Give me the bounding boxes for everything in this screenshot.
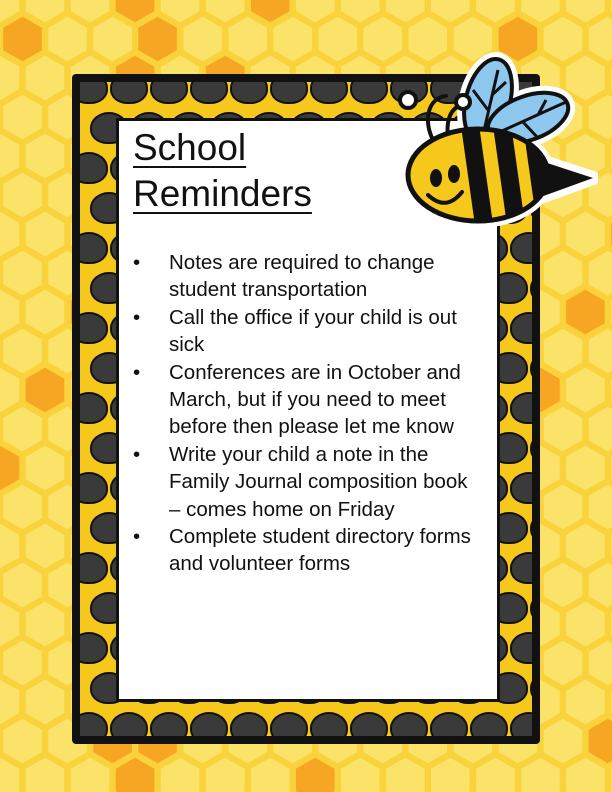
list-item: • Conferences are in October and March, but if you need to meet before then please let me know bbox=[133, 359, 483, 441]
honeycomb-cell bbox=[92, 15, 134, 63]
frame-dot bbox=[80, 82, 108, 104]
honeycomb-cell bbox=[2, 93, 44, 141]
frame-dot bbox=[80, 152, 108, 184]
honeycomb-cell bbox=[2, 561, 44, 609]
honeycomb-cell bbox=[565, 522, 607, 570]
frame-dot bbox=[510, 632, 532, 664]
honeycomb-cell bbox=[182, 15, 224, 63]
honeycomb-cell bbox=[2, 15, 44, 63]
frame-dot bbox=[530, 672, 532, 704]
honeycomb-cell bbox=[565, 288, 607, 336]
frame-dot bbox=[470, 712, 508, 736]
frame-dot bbox=[190, 712, 228, 736]
frame-dot bbox=[110, 82, 148, 104]
honeycomb-cell bbox=[24, 54, 66, 102]
frame-dot bbox=[270, 82, 308, 104]
title-line-1: School bbox=[133, 127, 247, 168]
frame-dot bbox=[150, 82, 188, 104]
honeycomb-cell bbox=[24, 288, 66, 336]
honeycomb-cell bbox=[24, 678, 66, 726]
frame-dot bbox=[530, 512, 532, 544]
honeycomb-cell bbox=[317, 15, 359, 63]
frame-dot bbox=[510, 392, 532, 424]
honeycomb-cell bbox=[2, 639, 44, 687]
honeycomb-cell bbox=[565, 444, 607, 492]
bee-illustration bbox=[388, 40, 598, 230]
list-item: • Write your child a note in the Family Journal composition book – comes home on Friday bbox=[133, 441, 483, 523]
frame-dot bbox=[430, 712, 468, 736]
frame-dot bbox=[230, 82, 268, 104]
honeycomb-cell bbox=[542, 249, 584, 297]
honeycomb-cell bbox=[272, 15, 314, 63]
honeycomb-cell bbox=[542, 483, 584, 531]
list-item: • Complete student directory forms and volunteer forms bbox=[133, 523, 483, 578]
honeycomb-cell bbox=[2, 483, 44, 531]
frame-dot bbox=[530, 272, 532, 304]
honeycomb-cell bbox=[24, 210, 66, 258]
frame-dot bbox=[510, 712, 532, 736]
honeycomb-cell bbox=[565, 600, 607, 648]
frame-dot bbox=[530, 432, 532, 464]
frame-dot bbox=[510, 552, 532, 584]
frame-dot bbox=[510, 312, 532, 344]
honeycomb-cell bbox=[542, 561, 584, 609]
honeycomb-cell bbox=[542, 327, 584, 375]
frame-dot bbox=[80, 552, 108, 584]
honeycomb-cell bbox=[137, 15, 179, 63]
frame-dot bbox=[530, 592, 532, 624]
honeycomb-cell bbox=[227, 15, 269, 63]
honeycomb-cell bbox=[24, 132, 66, 180]
frame-dot bbox=[80, 712, 108, 736]
honeycomb-cell bbox=[2, 171, 44, 219]
honeycomb-cell bbox=[47, 15, 89, 63]
page-title bbox=[133, 125, 312, 217]
frame-dot bbox=[350, 712, 388, 736]
frame-dot bbox=[230, 712, 268, 736]
frame-dot bbox=[80, 472, 108, 504]
list-item: • Call the office if your child is out sick bbox=[133, 304, 483, 359]
list-item: • Notes are required to change student transportation bbox=[133, 249, 483, 304]
honeycomb-cell bbox=[2, 249, 44, 297]
honeycomb-cell bbox=[2, 717, 44, 765]
honeycomb-cell bbox=[24, 600, 66, 648]
frame-dot bbox=[350, 82, 388, 104]
reminders-list bbox=[133, 249, 483, 578]
frame-dot bbox=[310, 712, 348, 736]
frame-dot bbox=[80, 312, 108, 344]
honeycomb-cell bbox=[542, 717, 584, 765]
frame-dot bbox=[110, 712, 148, 736]
frame-dot bbox=[80, 232, 108, 264]
frame-dot bbox=[510, 472, 532, 504]
honeycomb-cell bbox=[24, 366, 66, 414]
honeycomb-cell bbox=[2, 405, 44, 453]
honeycomb-cell bbox=[2, 327, 44, 375]
frame-dot bbox=[80, 632, 108, 664]
title-line-2: Reminders bbox=[133, 173, 312, 214]
honeycomb-cell bbox=[542, 405, 584, 453]
frame-dot bbox=[80, 392, 108, 424]
honeycomb-cell bbox=[24, 444, 66, 492]
frame-dot bbox=[510, 232, 532, 264]
frame-dot bbox=[390, 712, 428, 736]
honeycomb-cell bbox=[24, 522, 66, 570]
frame-dot bbox=[190, 82, 228, 104]
frame-dot bbox=[530, 352, 532, 384]
frame-dot bbox=[270, 712, 308, 736]
honeycomb-cell bbox=[565, 366, 607, 414]
honeycomb-cell bbox=[565, 678, 607, 726]
frame-dot bbox=[310, 82, 348, 104]
honeycomb-cell bbox=[542, 639, 584, 687]
frame-dot bbox=[150, 712, 188, 736]
